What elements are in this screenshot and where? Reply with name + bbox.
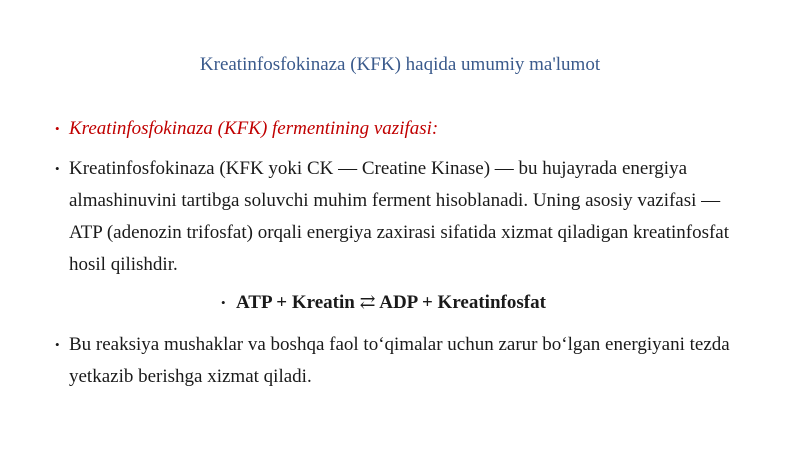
bullet-marker: •: [221, 295, 226, 310]
bullet-marker: •: [55, 121, 60, 136]
bullet-heading: Kreatinfosfokinaza (KFK) fermentining vazifasi:: [69, 118, 439, 139]
bullet-marker: •: [55, 337, 60, 352]
reaction-right: ADP + Kreatinfosfat: [379, 292, 546, 313]
reaction-equation: [236, 287, 546, 319]
bullet-marker: •: [55, 161, 60, 176]
bullet-conclusion: Bu reaksiya mushaklar va boshqa faol to‘qimalar uchun zarur bo‘lgan energiyani tezda yetkazib berishga xizmat qiladi.: [69, 334, 730, 387]
bullet-description: Kreatinfosfokinaza (KFK yoki CK — Creatine Kinase) — bu hujayrada energiya almashinuvini tartibga soluvchi muhim ferment hisoblanadi. Uning asosiy vazifasi — ATP (adenozin trifosfat) orqali energiya zaxirasi sifatida xizmat qiladigan kreatinfosfat hosil qilishdir.: [69, 158, 730, 275]
slide-title: Kreatinfosfokinaza (KFK) haqida umumiy ma'lumot: [199, 54, 601, 75]
reaction-left: ATP + Kreatin: [236, 292, 355, 313]
equilibrium-arrow-icon: ⇄: [359, 292, 376, 313]
